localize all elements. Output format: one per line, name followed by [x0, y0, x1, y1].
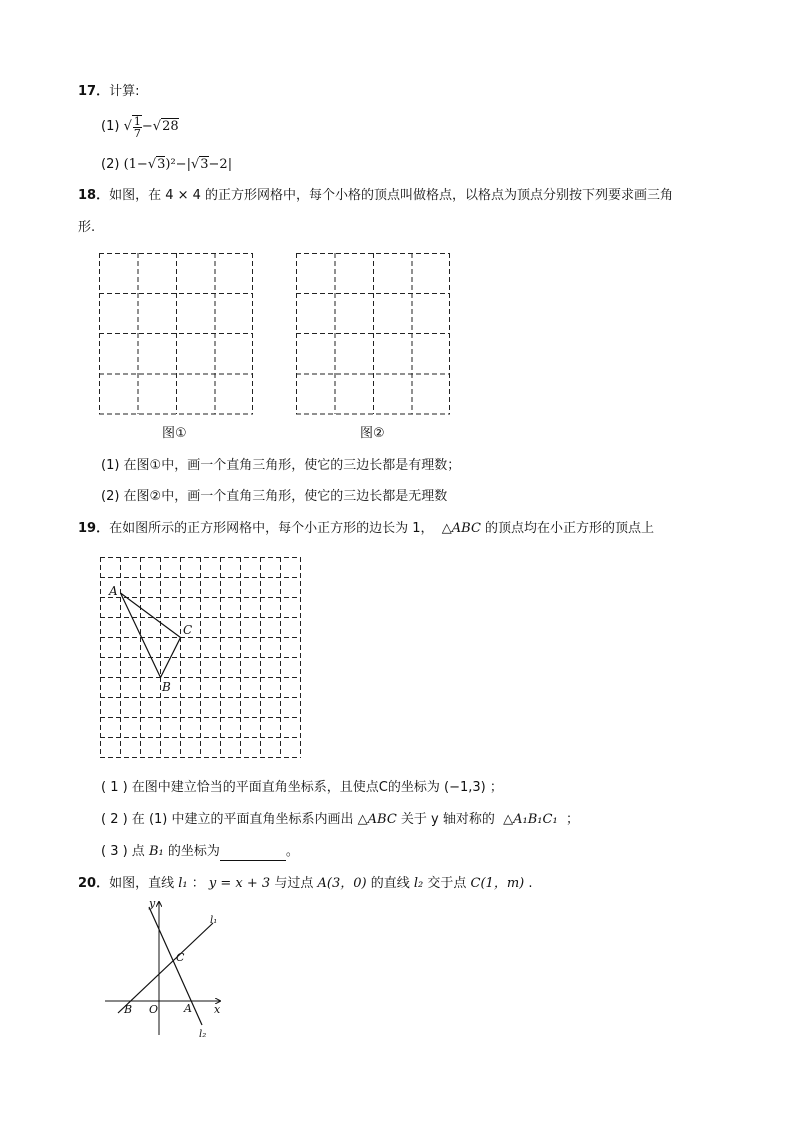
q18-figure1-grid: [99, 253, 254, 415]
q19-grid-figure: [100, 557, 304, 761]
q19-text-a: 在如图所示的正方形网格中，每个小正方形的边长为 1，: [109, 521, 434, 536]
answer-blank[interactable]: [220, 847, 286, 861]
q18-text-line2: 形.: [78, 220, 96, 235]
q17-part2-expr: (1−√3)²−|√3−2|: [123, 157, 233, 172]
q19-part3-c: 。: [285, 844, 299, 859]
q20-point-c: C(1，m): [470, 876, 525, 891]
q19-part2-b: 关于 y 轴对称的: [400, 812, 495, 827]
q20-point-a: A(3，0): [317, 876, 367, 891]
q19-part1: ( 1 ) 在图中建立恰当的平面直角坐标系，且使点C的坐标为 (−1,3) ；: [101, 780, 503, 795]
q19-grid-lines: [100, 557, 301, 758]
q20-label-l2: l₂: [199, 1029, 207, 1040]
q19-part2-triangle: △ABC: [357, 812, 397, 827]
q20-text-f: .: [528, 876, 533, 891]
q17-part1-label: (1): [101, 119, 120, 134]
q19-label-b: B: [162, 680, 171, 694]
q19-part3: [101, 843, 299, 861]
q20-l1: l₁: [178, 876, 188, 891]
q19-part2: [101, 811, 579, 829]
q18-text: [78, 187, 673, 205]
q17-title-text: 计算:: [109, 84, 140, 99]
q18-fig1-caption: 图①: [162, 426, 187, 441]
q20-text-b: ：: [191, 876, 205, 891]
q17-part1-expr: √ $\frac{1}{7}$ −√28: [123, 114, 179, 140]
q20-label-c: C: [176, 951, 185, 964]
q20-l2: l₂: [413, 876, 424, 891]
q19-triangle-abc: [121, 593, 181, 678]
sqrt-radicand: 3: [200, 157, 209, 172]
q20-coordinate-figure: [100, 895, 235, 1045]
q18-part1: (1) 在图①中，画一个直角三角形，使它的三边长都是有理数；: [101, 458, 461, 473]
q19-part3-b: 的坐标为: [167, 844, 220, 859]
q18-part2: (2) 在图②中，画一个直角三角形，使它的三边长都是无理数: [101, 489, 448, 504]
sqrt-radicand: 28: [162, 119, 179, 134]
q19-label-a: A: [109, 584, 118, 598]
q19-text: [78, 520, 654, 538]
q17-part2-label: (2): [101, 157, 120, 172]
q20-text: [78, 875, 533, 893]
expr-part: )²−|: [165, 157, 191, 172]
q19-number: 19．: [78, 521, 110, 536]
q20-number: 20．: [78, 876, 110, 891]
q18-text-line1: 如图，在 4 × 4 的正方形网格中，每个小格的顶点叫做格点，以格点为顶点分别按下列要求画三角: [109, 188, 674, 203]
q20-text-c: 与过点: [274, 876, 314, 891]
q19-part3-point: B₁: [148, 844, 164, 859]
q20-label-x: x: [214, 1003, 221, 1016]
q18-figure2-grid: [296, 253, 451, 415]
q19-label-c: C: [183, 623, 193, 637]
q19-part2-a: ( 2 ) 在 (1) 中建立的平面直角坐标系内画出: [101, 812, 354, 827]
q20-label-b: B: [124, 1003, 133, 1016]
q20-label-o: O: [149, 1003, 159, 1016]
q17-part2: [101, 156, 232, 174]
q20-equation: y = x + 3: [208, 876, 271, 891]
expr-part: (1−: [123, 157, 148, 172]
sqrt-radicand: 3: [157, 157, 166, 172]
q20-label-a: A: [184, 1002, 192, 1015]
fraction-denominator: 7: [133, 126, 141, 140]
q19-text-b: 的顶点均在小正方形的顶点上: [485, 521, 655, 536]
q20-text-a: 如图，直线: [109, 876, 175, 891]
q19-part3-a: ( 3 ) 点: [101, 844, 145, 859]
minus-sign: −: [141, 119, 153, 134]
fraction-numerator: 1: [133, 114, 141, 128]
q18-number: 18．: [78, 188, 110, 203]
q17-part1-fraction: [132, 115, 142, 139]
q20-text-d: 的直线: [370, 876, 410, 891]
q17-title: [78, 83, 139, 101]
q19-part2-c: ；: [565, 812, 579, 827]
q20-line-l1: [118, 923, 213, 1013]
q20-text-e: 交于点: [427, 876, 467, 891]
q18-fig2-caption: 图②: [360, 426, 385, 441]
q19-part2-triangle2: △A₁B₁C₁: [503, 812, 558, 827]
expr-part: −2|: [208, 157, 233, 172]
q20-label-y: y: [149, 897, 156, 910]
q20-label-l1: l₁: [210, 915, 218, 926]
q17-part1: [101, 114, 179, 140]
q17-number: 17．: [78, 84, 110, 99]
q19-triangle: △ABC: [441, 521, 481, 536]
